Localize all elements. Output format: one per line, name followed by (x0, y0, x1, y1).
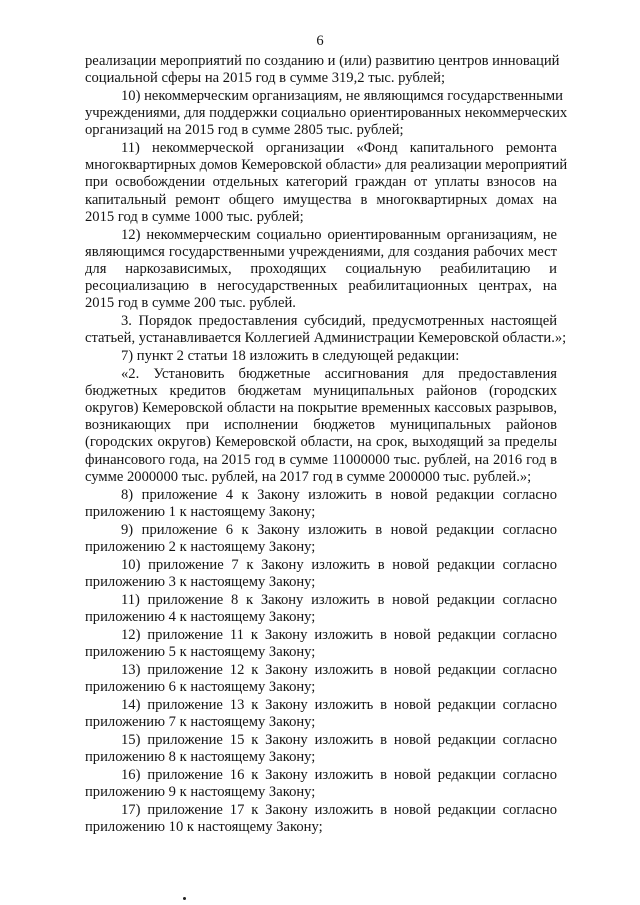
text-line: реализации мероприятий по созданию и (или) развитию центров инноваций (85, 53, 560, 69)
text-line: финансового года, на 2015 год в сумме 11000000 тыс. рублей, на 2016 год в (85, 451, 557, 468)
text-line: 11) приложение 8 к Закону изложить в новой редакции согласно (121, 591, 557, 608)
text-line: ресоциализацию в негосударственных реабилитационных центрах, на (85, 277, 557, 294)
text-line: 2015 год в сумме 1000 тыс. рублей; (85, 208, 304, 225)
text-line: многоквартирных домов Кемеровской области» для реализации мероприятий (85, 157, 568, 174)
text-line: 9) приложение 6 к Закону изложить в новой редакции согласно (121, 521, 557, 538)
text-line: для наркозависимых, проходящих социальную реабилитацию и (85, 260, 557, 277)
text-line: 14) приложение 13 к Закону изложить в новой редакции согласно (121, 697, 557, 714)
text-line: приложению 3 к настоящему Закону; (85, 573, 316, 590)
text-line: сумме 2000000 тыс. рублей, на 2017 год в сумме 2000000 тыс. рублей.»; (85, 468, 532, 485)
scan-speck (183, 897, 186, 900)
document-body (85, 53, 568, 836)
text-line: приложению 8 к настоящему Закону; (85, 749, 316, 766)
text-line: «2. Установить бюджетные ассигнования для предоставления (121, 366, 557, 383)
text-line: социальной сферы на 2015 год в сумме 319,2 тыс. рублей; (85, 70, 446, 87)
text-line: приложению 6 к настоящему Закону; (85, 679, 316, 696)
text-line: 12) некоммерческим социально ориентированным организациям, не (121, 226, 557, 243)
text-line: приложению 2 к настоящему Закону; (85, 538, 316, 555)
text-line: 10) приложение 7 к Закону изложить в новой редакции согласно (121, 556, 557, 573)
text-line: 2015 год в сумме 200 тыс. рублей. (85, 294, 296, 311)
text-line: 7) пункт 2 статьи 18 изложить в следующей редакции: (121, 348, 460, 365)
text-line: статьей, устанавливается Коллегией Администрации Кемеровской области.»; (85, 330, 567, 347)
text-line: (городских округов) Кемеровской области, на срок, выходящий за пределы (85, 434, 557, 451)
text-line: 13) приложение 12 к Закону изложить в новой редакции согласно (121, 661, 557, 678)
text-line: 10) некоммерческим организациям, не являющимся государственными (121, 88, 563, 105)
text-line: бюджетных кредитов бюджетам муниципальных районов (городских (85, 383, 557, 400)
text-line: округов) Кемеровской области на покрытие временных кассовых разрывов, (85, 400, 557, 417)
text-line: являющимся государственными учреждениями, для создания рабочих мест (85, 243, 557, 260)
text-line: 16) приложение 16 к Закону изложить в новой редакции согласно (121, 767, 557, 784)
text-line: приложению 7 к настоящему Закону; (85, 714, 316, 731)
text-line: при освобождении отдельных категорий граждан от уплаты взносов на (85, 174, 557, 191)
text-line: приложению 10 к настоящему Закону; (85, 819, 323, 836)
text-line: приложению 1 к настоящему Закону; (85, 503, 316, 520)
text-line: 12) приложение 11 к Закону изложить в новой редакции согласно (121, 626, 557, 643)
text-line: 11) некоммерческой организации «Фонд капитального ремонта (121, 140, 557, 157)
text-line: приложению 5 к настоящему Закону; (85, 643, 316, 660)
text-line: организаций на 2015 год в сумме 2805 тыс. рублей; (85, 122, 404, 139)
text-line: 8) приложение 4 к Закону изложить в новой редакции согласно (121, 486, 557, 503)
text-line: приложению 4 к настоящему Закону; (85, 608, 316, 625)
text-line: 15) приложение 15 к Закону изложить в новой редакции согласно (121, 732, 557, 749)
text-line: 3. Порядок предоставления субсидий, предусмотренных настоящей (121, 312, 557, 329)
text-line: возникающих при исполнении бюджетов муниципальных районов (85, 417, 557, 434)
page-number: 6 (316, 33, 324, 49)
text-line: приложению 9 к настоящему Закону; (85, 784, 316, 801)
text-line: 17) приложение 17 к Закону изложить в новой редакции согласно (121, 802, 557, 819)
text-line: капитальный ремонт общего имущества в многоквартирных домах на (85, 191, 557, 208)
text-line: учреждениями, для поддержки социально ориентированных некоммерческих (85, 105, 568, 122)
